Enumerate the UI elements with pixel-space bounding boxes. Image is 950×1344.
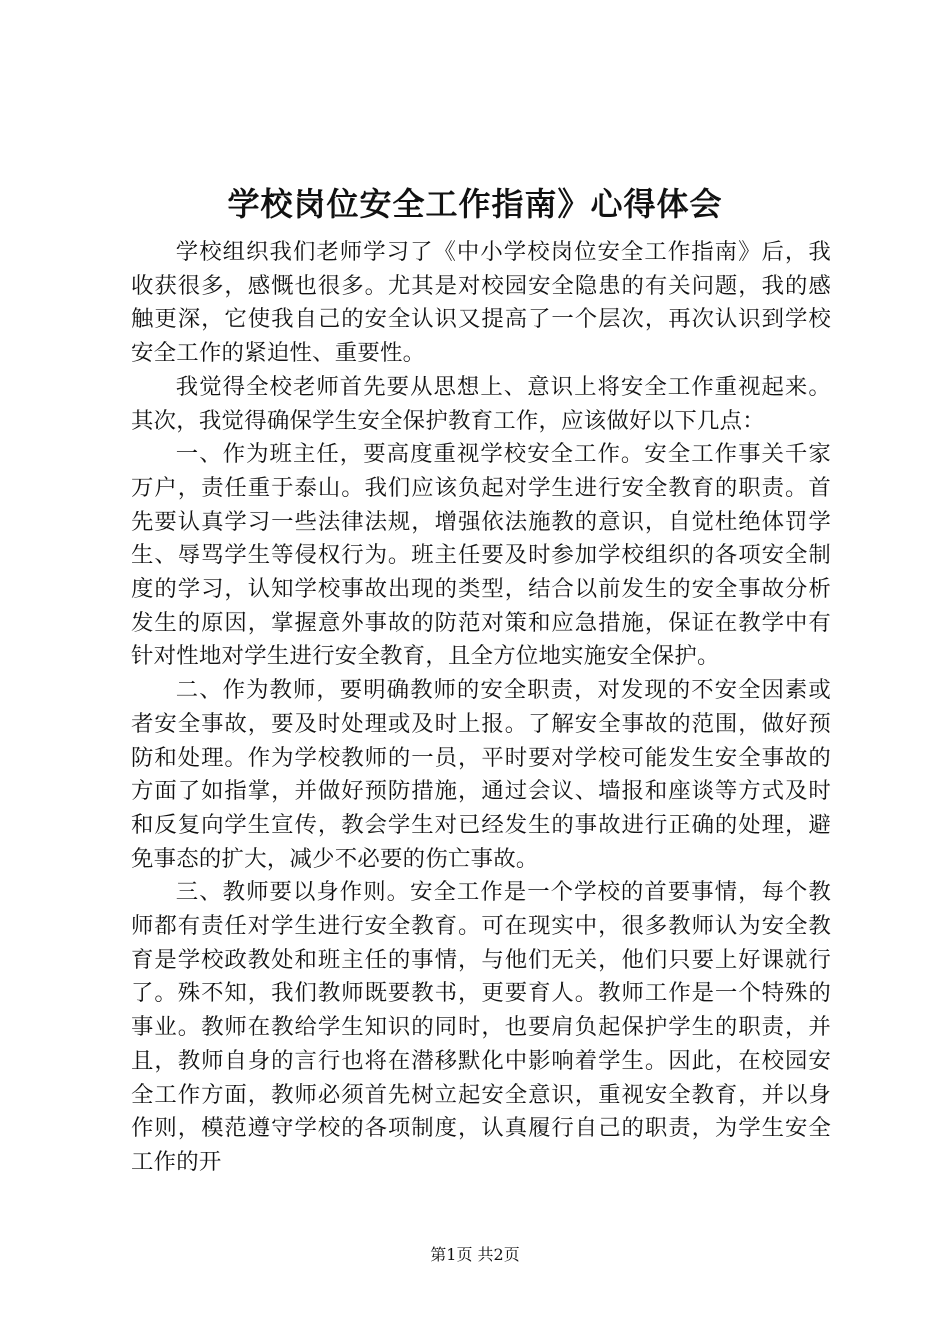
paragraph-point-two: 二、作为教师，要明确教师的安全职责，对发现的不安全因素或者安全事故，要及时处理或及时上报。了解安全事故的范围，做好预防和处理。作为学校教师的一员，平时要对学校可能发生安全事故的方面了如指掌，并做好预防措施，通过会议、墙报和座谈等方式及时和反复向学生宣传，教会学生对已经发生的事故进行正确的处理，避免事态的扩大，减少不必要的伤亡事故。 xyxy=(131,677,831,872)
document-body xyxy=(131,236,831,1180)
paragraph-intro: 学校组织我们老师学习了《中小学校岗位安全工作指南》后，我收获很多，感慨也很多。尤其是对校园安全隐患的有关问题，我的感触更深，它使我自己的安全认识又提高了一个层次，再次认识到学校安全工作的紧迫性、重要性。 xyxy=(131,239,831,367)
paragraph-point-one: 一、作为班主任，要高度重视学校安全工作。安全工作事关千家万户，责任重于泰山。我们应该负起对学生进行安全教育的职责。首先要认真学习一些法律法规，增强依法施教的意识，自觉杜绝体罚学生、辱骂学生等侵权行为。班主任要及时参加学校组织的各项安全制度的学习，认知学校事故出现的类型，结合以前发生的安全事故分析发生的原因，掌握意外事故的防范对策和应急措施，保证在教学中有针对性地对学生进行安全教育，且全方位地实施安全保护。 xyxy=(131,441,831,670)
paragraph-overview: 我觉得全校老师首先要从思想上、意识上将安全工作重视起来。其次，我觉得确保学生安全保护教育工作，应该做好以下几点： xyxy=(131,373,831,434)
document-title: 学校岗位安全工作指南》心得体会 xyxy=(227,185,723,223)
page-footer: 第1页 共2页 xyxy=(430,1245,520,1264)
paragraph-point-three: 三、教师要以身作则。安全工作是一个学校的首要事情，每个教师都有责任对学生进行安全教育。可在现实中，很多教师认为安全教育是学校政教处和班主任的事情，与他们无关，他们只要上好课就行了。殊不知，我们教师既要教书，更要育人。教师工作是一个特殊的事业。教师在教给学生知识的同时，也要肩负起保护学生的职责，并且，教师自身的言行也将在潜移默化中影响着学生。因此，在校园安全工作方面，教师必须首先树立起安全意识，重视安全教育，并以身作则，模范遵守学校的各项制度，认真履行自己的职责，为学生安全工作的开 xyxy=(131,879,831,1175)
